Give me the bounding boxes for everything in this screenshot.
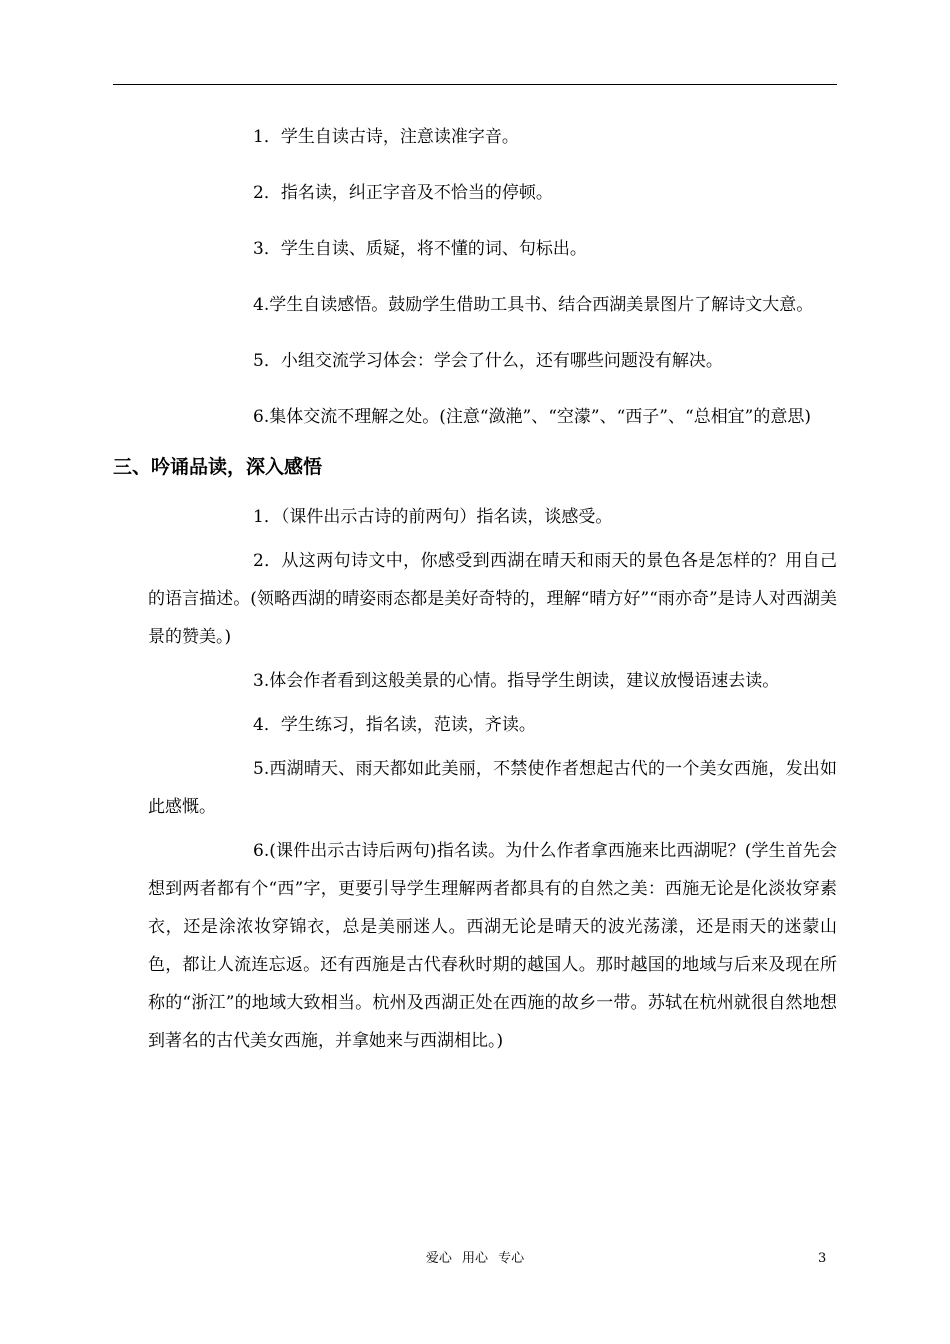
reading-step-2: 2．从这两句诗文中，你感受到西湖在晴天和雨天的景色各是怎样的？用自己的语言描述。(领略西湖的晴姿雨态都是美好奇特的，理解“晴方好”“雨亦奇”是诗人对西湖美景的赞美。)	[148, 551, 837, 647]
reading-step-5: 5.西湖晴天、雨天都如此美丽，不禁使作者想起古代的一个美女西施，发出如此感慨。	[148, 759, 837, 817]
page-number: 3	[818, 1251, 827, 1266]
reading-step-4: 4．学生练习，指名读，范读，齐读。	[253, 715, 536, 735]
step-6-paragraph: 6.集体交流不理解之处。(注意“潋滟”、“空濛”、“西子”、“总相宜”的意思)	[253, 407, 812, 427]
document-body	[113, 118, 837, 1060]
section-heading: 三、吟诵品读，深入感悟	[113, 456, 323, 478]
step-5-paragraph: 5．小组交流学习体会：学会了什么，还有哪些问题没有解决。	[253, 351, 723, 371]
step-1-paragraph: 1．学生自读古诗，注意读准字音。	[253, 127, 519, 147]
footer-motto: 爱心 用心 专心	[425, 1251, 525, 1266]
step-3-paragraph: 3．学生自读、质疑，将不懂的词、句标出。	[253, 239, 587, 259]
step-4-paragraph: 4.学生自读感悟。鼓励学生借助工具书、结合西湖美景图片了解诗文大意。	[253, 295, 814, 315]
reading-step-3: 3.体会作者看到这般美景的心情。指导学生朗读，建议放慢语速去读。	[253, 671, 780, 691]
reading-step-1: 1．（课件出示古诗的前两句）指名读，谈感受。	[253, 507, 613, 527]
reading-step-6: 6.(课件出示古诗后两句)指名读。为什么作者拿西施来比西湖呢？(学生首先会想到两者都有个“西”字，更要引导学生理解两者都具有的自然之美：西施无论是化淡妆穿素衣，还是涂浓妆穿锦衣，总是美丽迷人。西湖无论是晴天的波光荡漾，还是雨天的迷蒙山色，都让人流连忘返。还有西施是古代春秋时期的越国人。那时越国的地域与后来及现在所称的“浙江”的地域大致相当。杭州及西湖正处在西施的故乡一带。苏轼在杭州就很自然地想到著名的古代美女西施，并拿她来与西湖相比。)	[148, 841, 837, 1051]
step-2-paragraph: 2．指名读，纠正字音及不恰当的停顿。	[253, 183, 553, 203]
header-rule	[113, 84, 837, 85]
